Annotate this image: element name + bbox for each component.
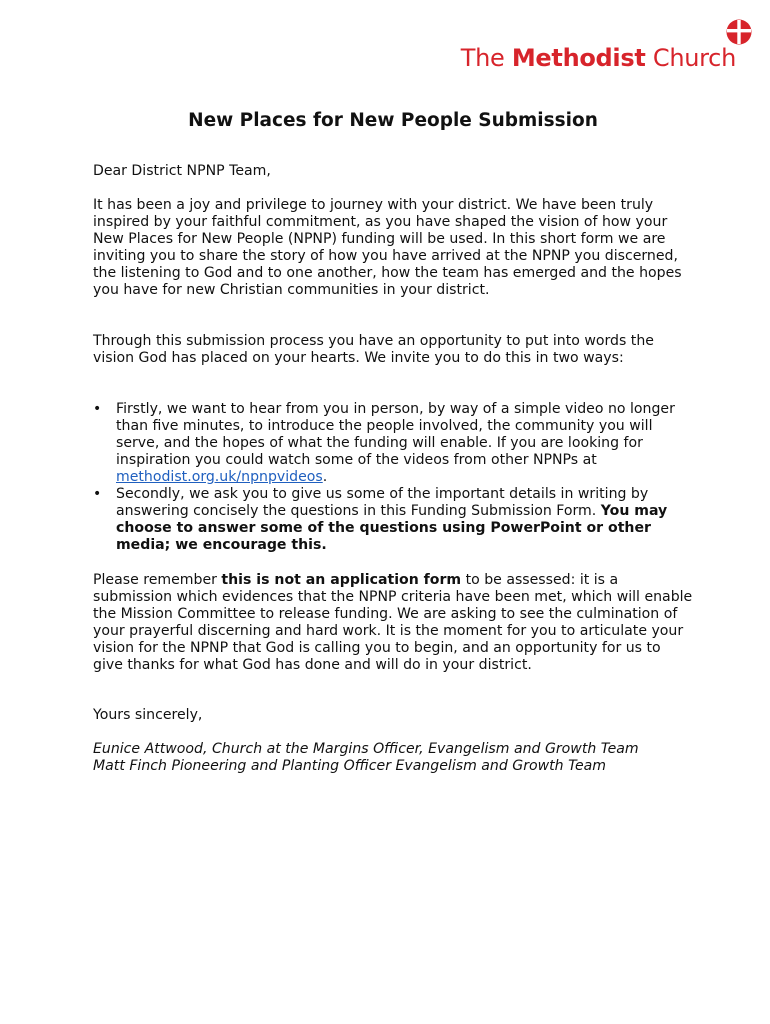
reminder-bold: this is not an application form	[221, 572, 462, 588]
closing: Yours sincerely,	[93, 707, 203, 723]
salutation: Dear District NPNP Team,	[93, 163, 271, 179]
list-item-written	[93, 486, 693, 554]
intro-paragraph: It has been a joy and privilege to journey with your district. We have been truly inspired by your faithful commitment, as you have shaped the vision of how your New Places for New People (NPNP) funding will be used. In this short form we are inviting you to share the story of how you have arrived at the NPNP you discerned, the listening to God and to one another, how the team has emerged and the hopes you have for new Christian communities in your district.	[93, 197, 682, 298]
signature-2: Matt Finch Pioneering and Planting Officer Evangelism and Growth Team	[93, 758, 606, 774]
reminder-paragraph	[93, 572, 693, 674]
process-paragraph: Through this submission process you have an opportunity to put into words the vision God has placed on your hearts. We invite you to do this in two ways:	[93, 333, 654, 366]
signature-1: Eunice Attwood, Church at the Margins Officer, Evangelism and Growth Team	[93, 741, 639, 757]
logo-methodist: Methodist	[511, 44, 646, 72]
ways-list	[93, 401, 693, 554]
page-title: New Places for New People Submission	[188, 110, 598, 131]
reminder-before: Please remember	[93, 572, 222, 588]
reminder-after: to be assessed: it is a submission which evidences that the NPNP criteria have been met, which will enable the Mission Committee to release funding. We are asking to see the culmination of your prayerful discerning and hard work. It is the moment for you to articulate your vision for the NPNP that God is calling you to begin, and an opportunity for us to give thanks for what God has done and will do in your district.	[93, 572, 693, 673]
bullet1-after: .	[322, 469, 328, 485]
bullet2-bold: You may choose to answer some of the questions using PowerPoint or other media; we encourage this.	[116, 503, 668, 553]
signature-block	[93, 741, 693, 775]
methodist-cross-flame-icon	[726, 19, 752, 45]
npnp-videos-link[interactable]: methodist.org.uk/npnpvideos	[116, 469, 323, 485]
bullet2-text: Secondly, we ask you to give us some of the important details in writing by answering concisely the questions in this Funding Submission Form.	[116, 486, 649, 519]
logo-the: The	[460, 44, 505, 72]
logo-church: Church	[652, 44, 736, 72]
methodist-church-logo-text	[461, 44, 736, 72]
bullet1-text: Firstly, we want to hear from you in person, by way of a simple video no longer than five minutes, to introduce the people involved, the community you will serve, and the hopes of what the funding will enable. If you are looking for inspiration you could watch some of the videos from other NPNPs at	[116, 401, 675, 468]
list-item-video	[93, 401, 693, 486]
